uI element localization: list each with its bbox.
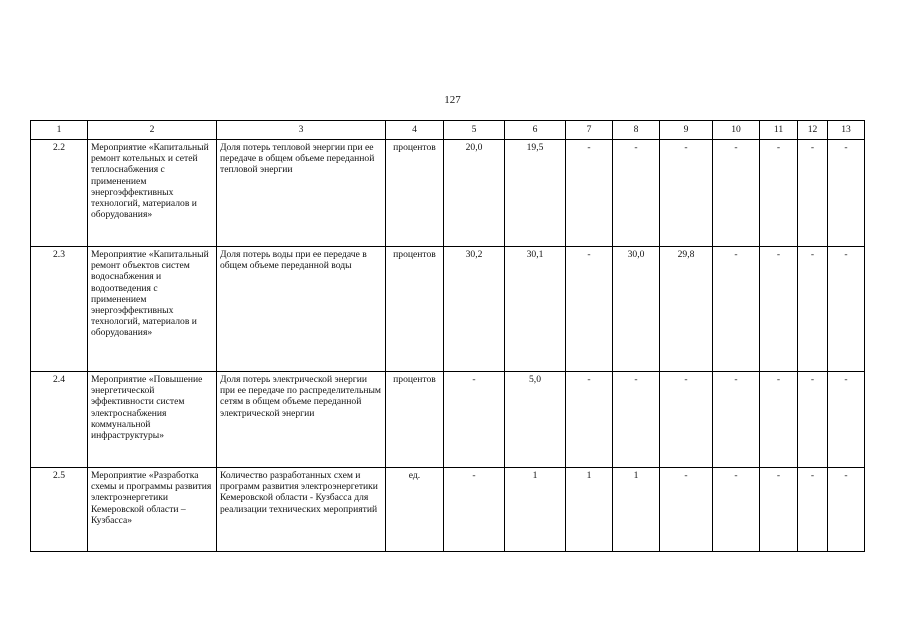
value-cell: - xyxy=(798,468,828,552)
value-cell: - xyxy=(828,140,865,247)
col-header: 10 xyxy=(713,121,760,140)
indicator-cell: Количество разработанных схем и программ развития электроэнергетики Кемеровской области - Кузбасса для реализации технических мероприятий xyxy=(217,468,386,552)
value-cell: - xyxy=(660,468,713,552)
page-number: 127 xyxy=(444,94,461,106)
col-header: 11 xyxy=(760,121,798,140)
value-cell: - xyxy=(760,247,798,372)
value-cell: - xyxy=(798,372,828,468)
unit-cell: процентов xyxy=(386,372,444,468)
col-header: 12 xyxy=(798,121,828,140)
table-row xyxy=(31,140,865,247)
value-cell: - xyxy=(566,140,613,247)
value-cell: 1 xyxy=(613,468,660,552)
row-number: 2.3 xyxy=(31,247,88,372)
table-row xyxy=(31,468,865,552)
value-cell: 30,1 xyxy=(505,247,566,372)
indicator-cell: Доля потерь тепловой энергии при ее передаче в общем объеме переданной тепловой энергии xyxy=(217,140,386,247)
unit-cell: процентов xyxy=(386,247,444,372)
value-cell: - xyxy=(444,372,505,468)
table-row xyxy=(31,372,865,468)
value-cell: 1 xyxy=(505,468,566,552)
col-header: 4 xyxy=(386,121,444,140)
col-header: 1 xyxy=(31,121,88,140)
value-cell: - xyxy=(760,372,798,468)
event-cell: Мероприятие «Повышение энергетической эффективности систем электроснабжения коммунальной инфраструктуры» xyxy=(88,372,217,468)
value-cell: 5,0 xyxy=(505,372,566,468)
col-header: 9 xyxy=(660,121,713,140)
col-header: 13 xyxy=(828,121,865,140)
value-cell: - xyxy=(828,247,865,372)
event-cell: Мероприятие «Капитальный ремонт котельных и сетей теплоснабжения с применением энергоэффективных технологий, материалов и оборудования» xyxy=(88,140,217,247)
row-number: 2.5 xyxy=(31,468,88,552)
value-cell: - xyxy=(713,247,760,372)
value-cell: - xyxy=(613,140,660,247)
indicator-cell: Доля потерь воды при ее передаче в общем объеме переданной воды xyxy=(217,247,386,372)
value-cell: 30,0 xyxy=(613,247,660,372)
value-cell: - xyxy=(828,468,865,552)
value-cell: 20,0 xyxy=(444,140,505,247)
value-cell: - xyxy=(760,468,798,552)
col-header: 5 xyxy=(444,121,505,140)
value-cell: 30,2 xyxy=(444,247,505,372)
col-header: 8 xyxy=(613,121,660,140)
value-cell: 29,8 xyxy=(660,247,713,372)
value-cell: - xyxy=(660,140,713,247)
value-cell: - xyxy=(713,372,760,468)
row-number: 2.4 xyxy=(31,372,88,468)
row-number: 2.2 xyxy=(31,140,88,247)
value-cell: - xyxy=(566,372,613,468)
col-header: 7 xyxy=(566,121,613,140)
value-cell: - xyxy=(660,372,713,468)
indicators-table xyxy=(30,120,865,552)
unit-cell: процентов xyxy=(386,140,444,247)
event-cell: Мероприятие «Капитальный ремонт объектов систем водоснабжения и водоотведения с применением энергоэффективных технологий, материалов и оборудования» xyxy=(88,247,217,372)
unit-cell: ед. xyxy=(386,468,444,552)
header-row xyxy=(31,121,865,140)
event-cell: Мероприятие «Разработка схемы и программы развития электроэнергетики Кемеровской области – Кузбасса» xyxy=(88,468,217,552)
value-cell: - xyxy=(828,372,865,468)
table-row xyxy=(31,247,865,372)
col-header: 3 xyxy=(217,121,386,140)
value-cell: 19,5 xyxy=(505,140,566,247)
value-cell: - xyxy=(566,247,613,372)
value-cell: - xyxy=(613,372,660,468)
col-header: 6 xyxy=(505,121,566,140)
value-cell: 1 xyxy=(566,468,613,552)
value-cell: - xyxy=(444,468,505,552)
value-cell: - xyxy=(713,140,760,247)
value-cell: - xyxy=(798,140,828,247)
value-cell: - xyxy=(798,247,828,372)
value-cell: - xyxy=(713,468,760,552)
value-cell: - xyxy=(760,140,798,247)
col-header: 2 xyxy=(88,121,217,140)
indicator-cell: Доля потерь электрической энергии при ее передаче по распределительным сетям в общем объеме переданной электрической энергии xyxy=(217,372,386,468)
